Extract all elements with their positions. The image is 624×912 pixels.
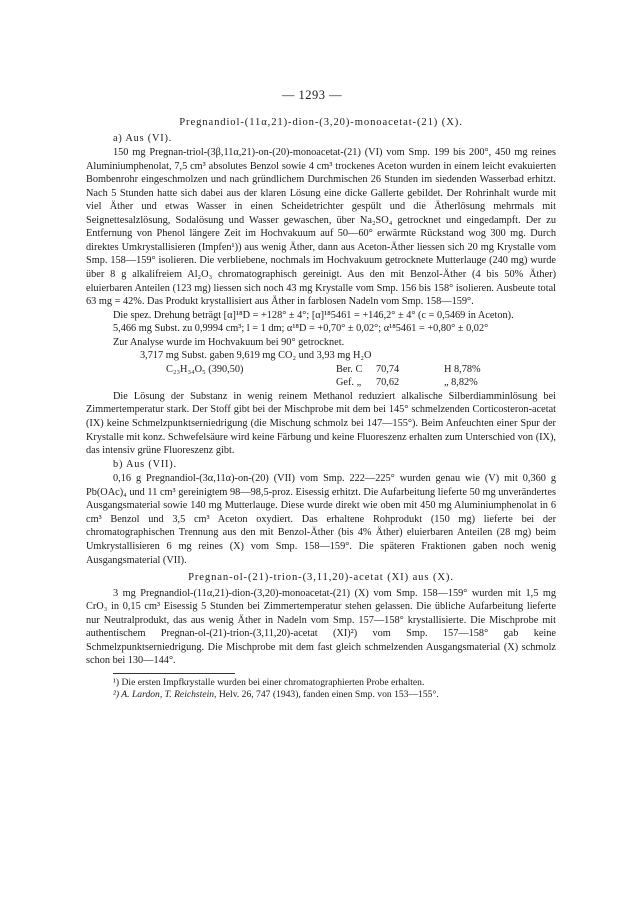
gef-c-value: 70,62 [376, 377, 400, 389]
section-title-x: Pregnandiol-(11α,21)-dion-(3,20)-monoacetat-(21) (X). [179, 117, 463, 128]
molecular-formula: C₂₃H₃₄O₅ (390,50) [166, 363, 244, 375]
gef-label: Gef. „ [336, 377, 362, 389]
subsection-b-heading: b) Aus (VII). [113, 458, 177, 470]
footnote-2 [86, 689, 556, 702]
paragraph-synthesis-a: 150 mg Pregnan-triol-(3β,11α,21)-on-(20)-monoacetat-(21) (VI) vom Smp. 199 bis 200°, 450 mg reines Aluminiumphenolat, 7,5 cm³ absolutes Benzol sowie 4 cm³ trockenes Aceton wurden in einem leicht evakuierten Bombenrohr eingeschmolzen und nach gründlichem Durchmischen 26 Stunden im siedenden Wasserbad erhitzt. Nach 5 Stunden hatte sich dabei aus der klaren Lösung eine dicke Gallerte gebildet. Der Rohrinhalt wurde mit viel Äther und etwas Wasser in einen Scheidetrichter gespült und die Ätherlösung mehrmals mit Seignettesalzlösung, Sodalösung und Wasser gewaschen, über Na₂SO₄ getrocknet und eingedampft. Der zu Entfernung von Phenol längere Zeit im Hochvakuum auf 50—60° erwärmte Rückstand wog 300 mg. Durch direktes Umkrystallisieren (Impfen¹)) aus wenig Äther, dann aus Aceton-Äther liessen sich 20 mg Krystalle vom Smp. 158—159° isolieren. Die verbliebene, nochmals im Hochvakuum getrocknete Mutterlauge (240 mg) wurde über 8 g alkalifreiem Al₂O₃ chromatographisch gereinigt. Aus den mit Benzol-Äther (4 bis 50% Äther) eluierbaren Anteilen (123 mg) liessen sich noch 43 mg Krystalle vom Smp. 156 bis 158° isolieren. Ausbeute total 63 mg = 42%. Das Produkt krystallisiert aus Äther in farblosen Nadeln vom Smp. 158—159°. [86, 147, 556, 308]
footnote-divider [113, 673, 235, 674]
section-title-xi: Pregnan-ol-(21)-trion-(3,11,20)-acetat (XI) aus (X). [188, 572, 454, 584]
analysis-found-row [86, 376, 556, 390]
analysis-result: 3,717 mg Subst. gaben 9,619 mg CO₂ und 3,93 mg H₂O [140, 350, 372, 362]
footnote-2-reference: Helv. 26, 747 (1943), fanden einen Smp. von 153—155°. [216, 689, 439, 701]
analysis-calc-row [86, 363, 556, 377]
paragraph-oxidation: 3 mg Pregnandiol-(11α,21)-dion-(3,20)-monoacetat-(21) (X) vom Smp. 158—159° wurden mit 1,5 mg CrO₃ in 0,15 cm³ Eisessig 5 Stunden bei Zimmertemperatur stehen gelassen. Die übliche Aufarbeitung lieferte nur Neutralprodukt, das aus wenig Äther in Nadeln vom Smp. 157—158° krystallisierte. Die Mischprobe mit authentischem Pregnan-ol-(21)-trion-(3,11,20)-acetat (XI)²) vom Smp. 157—158° gab keine Schmelzpunktserniedrigung. Die Mischprobe mit dem fast gleich schmelzenden Ausgangsmaterial (X) schmolz schon bei 130—144°. [86, 587, 556, 667]
ber-c-value: 70,74 [376, 363, 400, 375]
rotation-measurement: 5,466 mg Subst. zu 0,9994 cm³; l = 1 dm; α¹⁸D = +0,70° ± 0,02°; α¹⁸5461 = +0,80° ± 0,02° [113, 323, 489, 335]
ber-h-value: H 8,78% [444, 363, 481, 375]
footnote-2-authors: ²) A. Lardon, T. Reichstein, [113, 689, 217, 701]
footnote-1: ¹) Die ersten Impfkrystalle wurden bei einer chromatographierten Probe erhalten. [113, 676, 425, 688]
gef-h-value: „ 8,82% [444, 377, 478, 389]
subsection-a-heading: a) Aus (VI). [113, 132, 173, 144]
rotation-line: Die spez. Drehung beträgt [α]¹⁸D = +128° ± 4°; [α]¹⁸5461 = +146,2° ± 4° (c = 0,5469 in Aceton). [113, 309, 514, 321]
analysis-intro: Zur Analyse wurde im Hochvakuum bei 90° getrocknet. [113, 336, 345, 348]
paragraph-properties: Die Lösung der Substanz in wenig reinem Methanol reduziert alkalische Silberdiamminlösung bei Zimmertemperatur stark. Der Stoff gibt bei der Mischprobe mit dem bei 145° schmelzenden Corticosteron-acetat (IX) keine Schmelzpunktserniedrigung (die Mischung schmolz bei 147—155°). Beim Anfeuchten einer Spur der Krystalle mit konz. Schwefelsäure wird keine Färbung und keine Fluoreszenz erhalten zum Unterschied von (IX), das intensiv grüne Fluoreszenz gibt. [86, 390, 556, 457]
main-text [86, 116, 556, 702]
ber-label: Ber. C [336, 363, 363, 375]
paragraph-synthesis-b: 0,16 g Pregnandiol-(3α,11α)-on-(20) (VII) vom Smp. 222—225° wurden genau wie (V) mit 0,360 g Pb(OAc)₄ und 11 cm³ gereinigtem 98—98,5-proz. Eisessig erhitzt. Die Aufarbeitung lieferte 50 mg unverändertes Ausgangsmaterial sowie 140 mg Mutterlauge. Diese wurde direkt wie oben mit 450 mg Aluminiumphenolat in 6 cm³ Benzol und 3,5 cm³ Aceton oxydiert. Das erhaltene Rohprodukt (150 mg) lieferte bei der chromatographischen Trennung aus den mit Benzol-Äther (bis 4% Äther) eluierbaren Anteilen (28 mg) beim Umkrystallisieren 6 mg reines (X) vom Smp. 158—159°. Die späteren Fraktionen gaben noch wenig Ausgangsmaterial (VII). [86, 473, 556, 566]
page-number: — 1293 — [281, 88, 343, 102]
